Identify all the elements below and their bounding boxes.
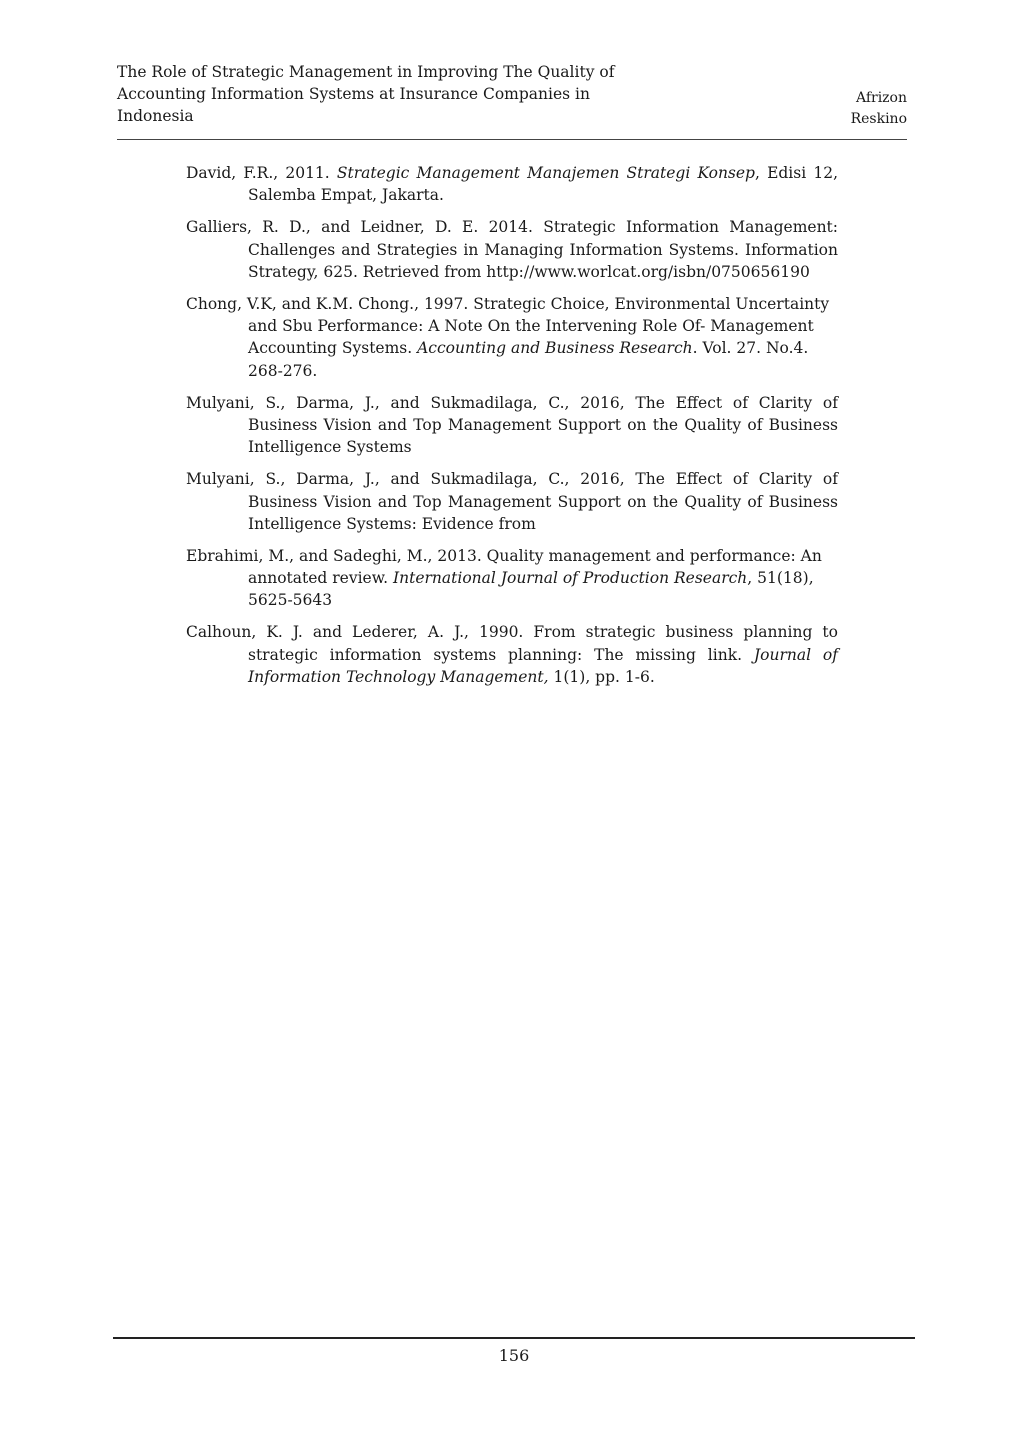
reference-source: Accounting and Business Research — [417, 339, 693, 358]
reference-list — [186, 162, 838, 698]
running-title — [117, 61, 677, 127]
reference-text: Mulyani, S., Darma, J., and Sukmadilaga, C., 2016, The Effect of Clarity of Business Vision and Top Management Support on the Quality of Business Intelligence Systems — [186, 393, 838, 457]
page-number: 156 — [498, 1346, 530, 1365]
reference-entry — [186, 293, 838, 382]
running-title-line: Indonesia — [117, 107, 194, 125]
page-header — [117, 61, 907, 140]
reference-text: Chong, V.K, and K.M. Chong., 1997. Strategic Choice, Environmental Uncertainty and Sbu Performance: A Note On the Intervening Role Of- Management Accounting Systems. — [186, 294, 830, 358]
reference-text: Ebrahimi, M., and Sadeghi, M., 2013. Quality management and performance: An annotated review. — [186, 546, 822, 588]
reference-entry — [186, 621, 838, 688]
reference-entry — [186, 545, 838, 612]
reference-entry — [186, 392, 838, 459]
page-footer — [113, 1337, 915, 1365]
reference-entry — [186, 468, 838, 535]
running-title-line: Accounting Information Systems at Insurance Companies in — [117, 85, 590, 103]
reference-text: Mulyani, S., Darma, J., and Sukmadilaga, C., 2016, The Effect of Clarity of Business Vision and Top Management Support on the Quality of Business Intelligence Systems: Evidence from — [186, 470, 838, 533]
author-name: Reskino — [850, 111, 907, 127]
reference-entry — [186, 162, 838, 207]
running-authors — [851, 88, 907, 130]
reference-text: Calhoun, K. J. and Lederer, A. J., 1990. From strategic business planning to strategic information systems planning: The missing link. — [186, 623, 838, 664]
reference-source: Journal of Information Technology Management, — [248, 645, 838, 687]
reference-source: Strategic Management Manajemen Strategi Konsep — [336, 164, 755, 182]
author-name: Afrizon — [855, 90, 907, 106]
reference-text: , Edisi 12, Salemba Empat, Jakarta. — [248, 164, 838, 205]
reference-entry — [186, 216, 838, 283]
running-title-line: The Role of Strategic Management in Improving The Quality of — [117, 63, 615, 81]
reference-text: David, F.R., 2011. — [186, 164, 337, 182]
reference-source: International Journal of Production Research — [393, 569, 748, 588]
reference-text: Galliers, R. D., and Leidner, D. E. 2014. Strategic Information Management: Challenges and Strategies in Managing Information Systems. Information Strategy, 625. Retrieved from http://www.worlcat.org/isbn/0750656190 — [186, 218, 838, 281]
reference-text: . Vol. 27. No.4. 268-276. — [248, 339, 809, 380]
reference-text: 1(1), pp. 1-6. — [548, 668, 655, 687]
reference-text: , 51(18), 5625-5643 — [248, 569, 814, 610]
